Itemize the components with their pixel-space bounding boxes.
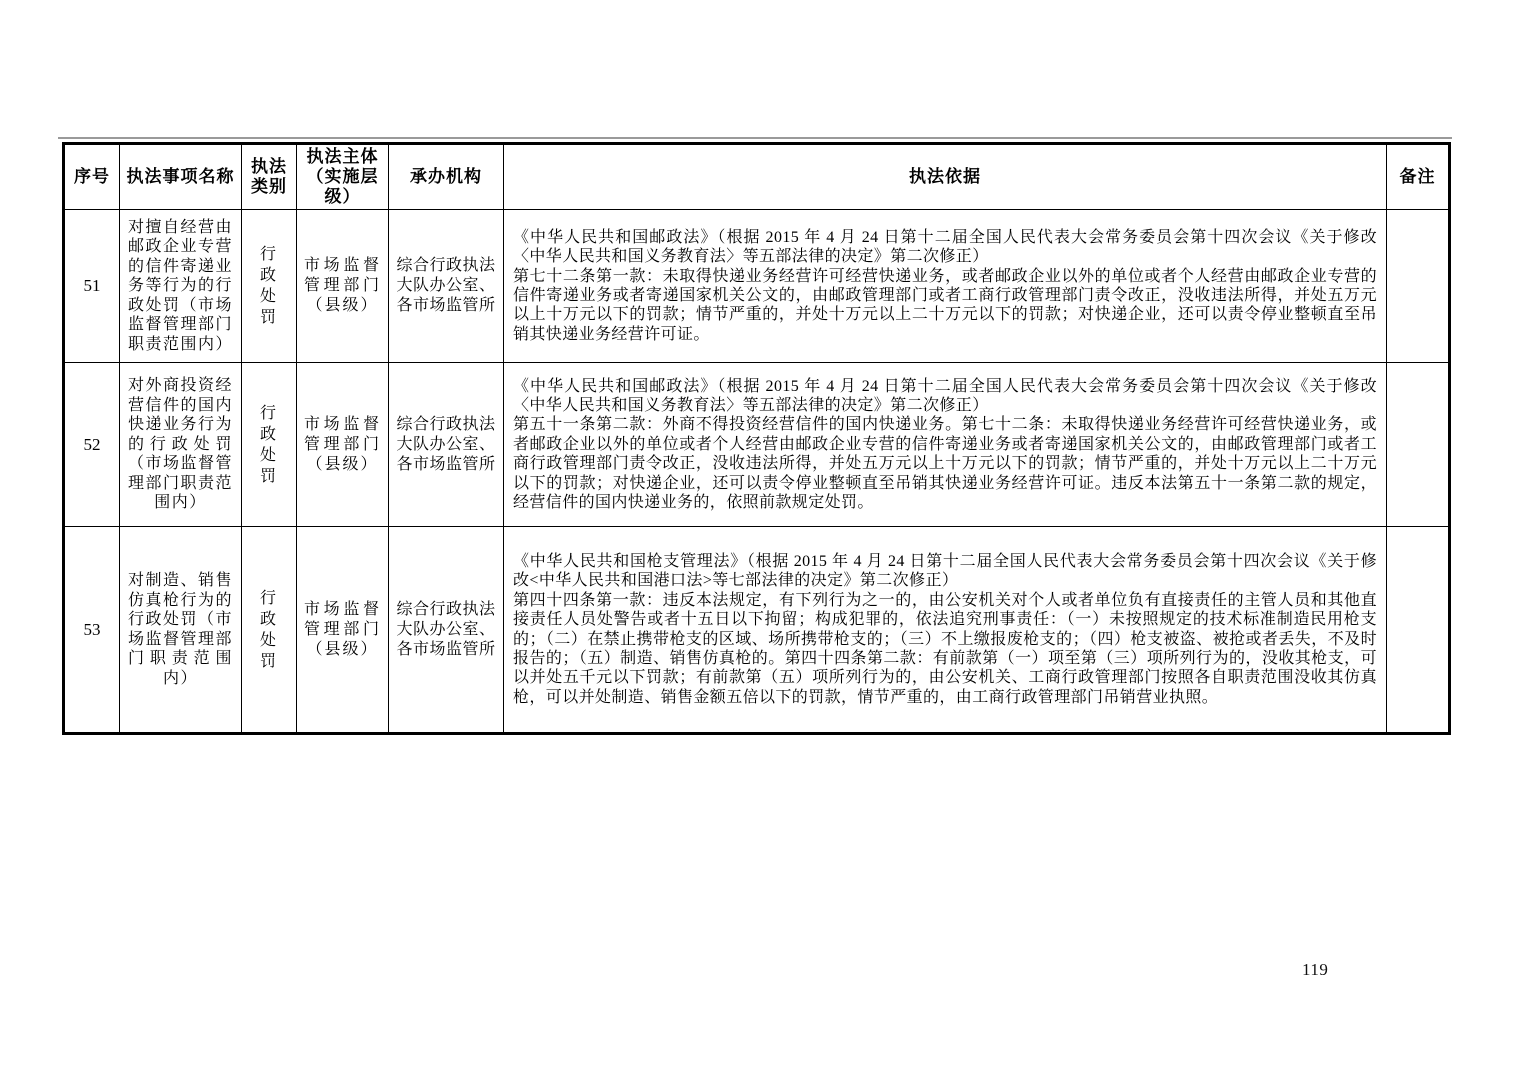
row-52-basis-citation: 《中华人民共和国邮政法》（根据 2015 年 4 月 24 日第十二届全国人民代表大会常务委员会第十四次会议《关于修改〈中华人民共和国义务教育法〉等五部法律的决定》第二次修正） [513,377,1377,414]
row-51-remark [1387,210,1450,363]
table-row-52 [64,363,1450,527]
row-51-seq: 51 [64,210,120,363]
row-52-seq: 52 [64,363,120,527]
row-52-category: 行政处罚 [242,363,297,527]
row-53-agency: 综合行政执法大队办公室、各市场监管所 [389,527,504,734]
row-53-remark [1387,527,1450,734]
col-header-subject: 执法主体（实施层级） [297,144,389,210]
row-52-basis [504,363,1387,527]
row-53-name: 对制造、销售仿真枪行为的行政处罚（市场监督管理部门职责范围内） [120,527,242,734]
row-53-basis-provision: 第四十四条第一款：违反本法规定，有下列行为之一的，由公安机关对个人或者单位负有直接责任的主管人员和其他直接责任人员处警告或者十五日以下拘留；构成犯罪的，依法追究刑事责任：（一）未按照规定的技术标准制造民用枪支的；（二）在禁止携带枪支的区域、场所携带枪支的；（三）不上缴报废枪支的；（四）枪支被盗、被抢或者丢失，不及时报告的；（五）制造、销售仿真枪的。第四十四条第二款：有前款第（一）项至第（三）项所列行为的，没收其枪支，可以并处五千元以下罚款；有前款第（五）项所列行为的，由公安机关、工商行政管理部门按照各自职责范围没收其仿真枪，可以并处制造、销售金额五倍以下的罚款，情节严重的，由工商行政管理部门吊销营业执照。 [513,591,1377,706]
row-53-basis [504,527,1387,734]
row-51-name: 对擅自经营由邮政企业专营的信件寄递业务等行为的行政处罚（市场监督管理部门职责范围内） [120,210,242,363]
row-52-agency: 综合行政执法大队办公室、各市场监管所 [389,363,504,527]
row-53-category: 行政处罚 [242,527,297,734]
row-53-seq: 53 [64,527,120,734]
table-top-rule [58,137,1452,139]
row-53-basis-citation: 《中华人民共和国枪支管理法》（根据 2015 年 4 月 24 日第十二届全国人民代表大会常务委员会第十四次会议《关于修改<中华人民共和国港口法>等七部法律的决定》第二次修正） [513,552,1377,590]
row-51-subject: 市场监督管理部门（县级） [297,210,389,363]
row-52-subject: 市场监督管理部门（县级） [297,363,389,527]
row-51-basis-provision: 第七十二条第一款：未取得快递业务经营许可经营快递业务，或者邮政企业以外的单位或者个人经营由邮政企业专营的信件寄递业务或者寄递国家机关公文的，由邮政管理部门或者工商行政管理部门责令改正，没收违法所得，并处五万元以上十万元以下的罚款；情节严重的，并处十万元以上二十万元以下的罚款；对快递企业，还可以责令停业整顿直至吊销其快递业务经营许可证。 [513,267,1377,343]
page-number: 119 [1302,960,1329,979]
table-header-row [64,144,1450,210]
row-53-subject: 市场监督管理部门（县级） [297,527,389,734]
row-51-basis-citation: 《中华人民共和国邮政法》（根据 2015 年 4 月 24 日第十二届全国人民代表大会常务委员会第十四次会议《关于修改〈中华人民共和国义务教育法〉等五部法律的决定》第二次修正） [513,228,1377,266]
col-header-remark: 备注 [1387,144,1450,210]
row-51-basis [504,210,1387,363]
col-header-category: 执法类别 [242,144,297,210]
row-52-remark [1387,363,1450,527]
col-header-basis: 执法依据 [504,144,1387,210]
col-header-seq: 序号 [64,144,120,210]
row-52-basis-provision: 第五十一条第二款：外商不得投资经营信件的国内快递业务。第七十二条：未取得快递业务经营许可经营快递业务，或者邮政企业以外的单位或者个人经营由邮政企业专营的信件寄递业务或者寄递国家机关公文的，由邮政管理部门或者工商行政管理部门责令改正，没收违法所得，并处五万元以上十万元以下的罚款；情节严重的，并处十万元以上二十万元以下的罚款；对快递企业，还可以责令停业整顿直至吊销其快递业务经营许可证。违反本法第五十一条第二款的规定，经营信件的国内快递业务的，依照前款规定处罚。 [513,416,1377,512]
enforcement-items-table [62,142,1451,735]
col-header-name: 执法事项名称 [120,144,242,210]
row-52-name: 对外商投资经营信件的国内快递业务行为的行政处罚（市场监督管理部门职责范围内） [120,363,242,527]
table-row-53 [64,527,1450,734]
row-51-category: 行政处罚 [242,210,297,363]
col-header-agency: 承办机构 [389,144,504,210]
row-51-agency: 综合行政执法大队办公室、各市场监管所 [389,210,504,363]
table-row-51 [64,210,1450,363]
